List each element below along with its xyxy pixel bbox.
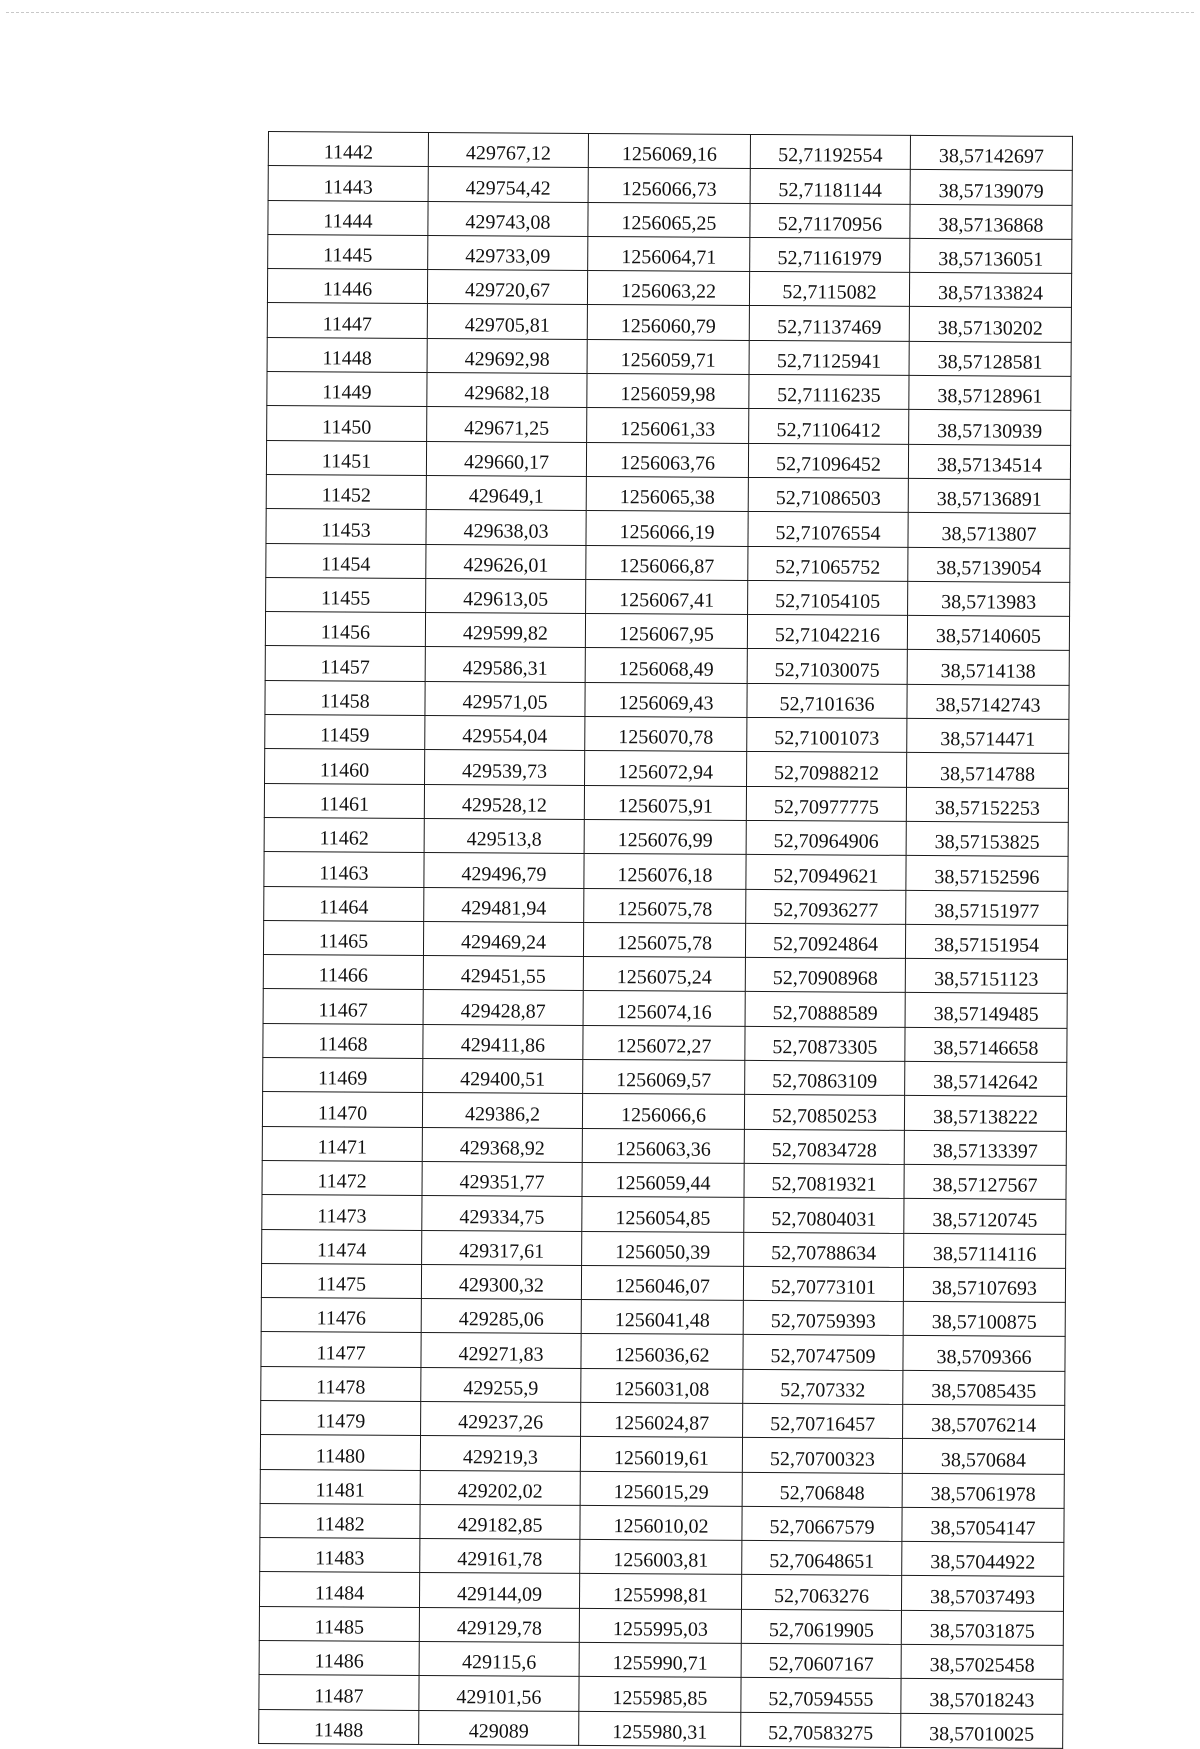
x-coordinate-cell: 429733,09 xyxy=(428,235,588,270)
table-row xyxy=(267,303,1071,342)
point-number-cell: 11448 xyxy=(267,337,427,372)
latitude-cell: 52,70747509 xyxy=(743,1335,903,1370)
point-number-cell: 11476 xyxy=(261,1298,421,1333)
point-number-cell: 11488 xyxy=(259,1709,419,1744)
coordinates-table xyxy=(258,131,1073,1749)
table-row xyxy=(266,509,1070,548)
x-coordinate-cell: 429660,17 xyxy=(426,441,586,476)
longitude-cell: 38,57134514 xyxy=(908,444,1070,479)
point-number-cell: 11447 xyxy=(267,303,427,338)
table-row xyxy=(263,989,1067,1028)
x-coordinate-cell: 429767,12 xyxy=(428,132,588,167)
x-coordinate-cell: 429481,94 xyxy=(424,887,584,922)
point-number-cell: 11472 xyxy=(262,1160,422,1195)
latitude-cell: 52,70949621 xyxy=(746,855,906,890)
x-coordinate-cell: 429586,31 xyxy=(425,647,585,682)
latitude-cell: 52,70834728 xyxy=(744,1129,904,1164)
y-coordinate-cell: 1256046,07 xyxy=(581,1265,743,1300)
table-row xyxy=(260,1503,1064,1542)
latitude-cell: 52,71161979 xyxy=(750,237,910,272)
latitude-cell: 52,70863109 xyxy=(745,1060,905,1095)
y-coordinate-cell: 1256066,73 xyxy=(588,168,750,203)
y-coordinate-cell: 1256024,87 xyxy=(581,1402,743,1437)
longitude-cell: 38,57140605 xyxy=(907,616,1069,651)
y-coordinate-cell: 1256060,79 xyxy=(587,305,749,340)
y-coordinate-cell: 1256036,62 xyxy=(581,1334,743,1369)
point-number-cell: 11466 xyxy=(263,955,423,990)
table-row xyxy=(259,1572,1063,1611)
longitude-cell: 38,5709366 xyxy=(903,1336,1065,1371)
longitude-cell: 38,57136868 xyxy=(910,204,1072,239)
x-coordinate-cell: 429599,82 xyxy=(425,613,585,648)
latitude-cell: 52,70583275 xyxy=(741,1712,901,1747)
longitude-cell: 38,57151977 xyxy=(906,890,1068,925)
table-row xyxy=(265,749,1069,788)
longitude-cell: 38,57130202 xyxy=(909,307,1071,342)
y-coordinate-cell: 1256075,24 xyxy=(583,957,745,992)
x-coordinate-cell: 429626,01 xyxy=(426,544,586,579)
longitude-cell: 38,57114116 xyxy=(904,1233,1066,1268)
longitude-cell: 38,57128961 xyxy=(909,375,1071,410)
longitude-cell: 38,57152596 xyxy=(906,856,1068,891)
latitude-cell: 52,7101636 xyxy=(747,683,907,718)
y-coordinate-cell: 1256050,39 xyxy=(582,1231,744,1266)
x-coordinate-cell: 429496,79 xyxy=(424,853,584,888)
table-row xyxy=(263,955,1067,994)
x-coordinate-cell: 429115,6 xyxy=(419,1642,579,1677)
x-coordinate-cell: 429334,75 xyxy=(422,1196,582,1231)
longitude-cell: 38,57120745 xyxy=(904,1199,1066,1234)
x-coordinate-cell: 429368,92 xyxy=(422,1127,582,1162)
table-row xyxy=(267,337,1071,376)
point-number-cell: 11477 xyxy=(261,1332,421,1367)
x-coordinate-cell: 429411,86 xyxy=(423,1024,583,1059)
longitude-cell: 38,57100875 xyxy=(903,1301,1065,1336)
table-row xyxy=(265,680,1069,719)
point-number-cell: 11470 xyxy=(262,1092,422,1127)
y-coordinate-cell: 1256075,78 xyxy=(583,922,745,957)
longitude-cell: 38,57136891 xyxy=(908,478,1070,513)
longitude-cell: 38,5713983 xyxy=(908,581,1070,616)
latitude-cell: 52,71030075 xyxy=(747,649,907,684)
longitude-cell: 38,57142642 xyxy=(905,1061,1067,1096)
x-coordinate-cell: 429513,8 xyxy=(424,818,584,853)
table-row xyxy=(264,817,1068,856)
point-number-cell: 11451 xyxy=(266,440,426,475)
latitude-cell: 52,71116235 xyxy=(749,375,909,410)
x-coordinate-cell: 429671,25 xyxy=(427,407,587,442)
longitude-cell: 38,5714788 xyxy=(907,753,1069,788)
x-coordinate-cell: 429428,87 xyxy=(423,990,583,1025)
point-number-cell: 11478 xyxy=(261,1366,421,1401)
y-coordinate-cell: 1256067,41 xyxy=(586,579,748,614)
longitude-cell: 38,57146658 xyxy=(905,1027,1067,1062)
point-number-cell: 11487 xyxy=(259,1675,419,1710)
table-row xyxy=(265,646,1069,685)
point-number-cell: 11471 xyxy=(262,1126,422,1161)
latitude-cell: 52,70977775 xyxy=(746,786,906,821)
x-coordinate-cell: 429271,83 xyxy=(421,1333,581,1368)
latitude-cell: 52,71106412 xyxy=(749,409,909,444)
table-row xyxy=(266,577,1070,616)
latitude-cell: 52,70888589 xyxy=(745,992,905,1027)
latitude-cell: 52,71065752 xyxy=(748,546,908,581)
point-number-cell: 11468 xyxy=(263,1023,423,1058)
longitude-cell: 38,57061978 xyxy=(902,1473,1064,1508)
scan-top-edge xyxy=(6,12,1194,13)
point-number-cell: 11461 xyxy=(264,783,424,818)
longitude-cell: 38,57151123 xyxy=(905,959,1067,994)
point-number-cell: 11444 xyxy=(268,200,428,235)
latitude-cell: 52,707332 xyxy=(743,1369,903,1404)
longitude-cell: 38,57127567 xyxy=(904,1164,1066,1199)
y-coordinate-cell: 1256068,49 xyxy=(585,648,747,683)
longitude-cell: 38,570684 xyxy=(902,1439,1064,1474)
point-number-cell: 11474 xyxy=(262,1229,422,1264)
table-row xyxy=(266,440,1070,479)
longitude-cell: 38,57136051 xyxy=(910,238,1072,273)
latitude-cell: 52,7063276 xyxy=(741,1575,901,1610)
longitude-cell: 38,57153825 xyxy=(906,821,1068,856)
x-coordinate-cell: 429202,02 xyxy=(420,1470,580,1505)
x-coordinate-cell: 429649,1 xyxy=(426,475,586,510)
longitude-cell: 38,57085435 xyxy=(903,1370,1065,1405)
point-number-cell: 11480 xyxy=(260,1435,420,1470)
latitude-cell: 52,71086503 xyxy=(748,477,908,512)
y-coordinate-cell: 1256059,98 xyxy=(587,374,749,409)
longitude-cell: 38,5713807 xyxy=(908,513,1070,548)
point-number-cell: 11445 xyxy=(268,234,428,269)
table-row xyxy=(265,715,1069,754)
table-row xyxy=(262,1229,1066,1268)
x-coordinate-cell: 429182,85 xyxy=(420,1504,580,1539)
x-coordinate-cell: 429638,03 xyxy=(426,510,586,545)
table-row xyxy=(259,1606,1063,1645)
x-coordinate-cell: 429317,61 xyxy=(422,1230,582,1265)
latitude-cell: 52,706848 xyxy=(742,1472,902,1507)
y-coordinate-cell: 1256076,18 xyxy=(584,854,746,889)
point-number-cell: 11456 xyxy=(265,612,425,647)
table-row xyxy=(261,1366,1065,1405)
latitude-cell: 52,70788634 xyxy=(744,1232,904,1267)
y-coordinate-cell: 1256072,94 xyxy=(585,751,747,786)
table-row xyxy=(267,372,1071,411)
y-coordinate-cell: 1256015,29 xyxy=(580,1471,742,1506)
point-number-cell: 11457 xyxy=(265,646,425,681)
latitude-cell: 52,70908968 xyxy=(745,958,905,993)
x-coordinate-cell: 429400,51 xyxy=(423,1058,583,1093)
point-number-cell: 11473 xyxy=(262,1195,422,1230)
longitude-cell: 38,57142743 xyxy=(907,684,1069,719)
latitude-cell: 52,70804031 xyxy=(744,1198,904,1233)
table-row xyxy=(260,1469,1064,1508)
point-number-cell: 11460 xyxy=(265,749,425,784)
x-coordinate-cell: 429720,67 xyxy=(427,270,587,305)
table-row xyxy=(267,269,1071,308)
latitude-cell: 52,70964906 xyxy=(746,820,906,855)
x-coordinate-cell: 429237,26 xyxy=(421,1401,581,1436)
latitude-cell: 52,7115082 xyxy=(749,272,909,307)
point-number-cell: 11443 xyxy=(268,166,428,201)
point-number-cell: 11481 xyxy=(260,1469,420,1504)
longitude-cell: 38,57025458 xyxy=(901,1644,1063,1679)
latitude-cell: 52,71170956 xyxy=(750,203,910,238)
y-coordinate-cell: 1256059,44 xyxy=(582,1162,744,1197)
y-coordinate-cell: 1256063,76 xyxy=(586,442,748,477)
latitude-cell: 52,71125941 xyxy=(749,340,909,375)
x-coordinate-cell: 429089 xyxy=(419,1710,579,1745)
y-coordinate-cell: 1256019,61 xyxy=(580,1437,742,1472)
y-coordinate-cell: 1256066,19 xyxy=(586,511,748,546)
y-coordinate-cell: 1256076,99 xyxy=(584,819,746,854)
y-coordinate-cell: 1256067,95 xyxy=(585,614,747,649)
longitude-cell: 38,57139079 xyxy=(910,170,1072,205)
x-coordinate-cell: 429539,73 xyxy=(425,750,585,785)
latitude-cell: 52,71054105 xyxy=(748,580,908,615)
table-row xyxy=(259,1709,1063,1748)
latitude-cell: 52,70819321 xyxy=(744,1163,904,1198)
latitude-cell: 52,71137469 xyxy=(749,306,909,341)
x-coordinate-cell: 429554,04 xyxy=(425,716,585,751)
table-row xyxy=(264,886,1068,925)
table-row xyxy=(264,783,1068,822)
table-row xyxy=(261,1332,1065,1371)
point-number-cell: 11453 xyxy=(266,509,426,544)
longitude-cell: 38,57130939 xyxy=(909,410,1071,445)
x-coordinate-cell: 429351,77 xyxy=(422,1161,582,1196)
x-coordinate-cell: 429705,81 xyxy=(427,304,587,339)
table-row xyxy=(262,1092,1066,1131)
longitude-cell: 38,57133824 xyxy=(909,273,1071,308)
longitude-cell: 38,57142697 xyxy=(910,135,1072,170)
point-number-cell: 11464 xyxy=(264,886,424,921)
table-row xyxy=(268,166,1072,205)
table-row xyxy=(262,1126,1066,1165)
longitude-cell: 38,57133397 xyxy=(904,1130,1066,1165)
point-number-cell: 11482 xyxy=(260,1503,420,1538)
point-number-cell: 11459 xyxy=(265,715,425,750)
latitude-cell: 52,71096452 xyxy=(748,443,908,478)
latitude-cell: 52,71076554 xyxy=(748,512,908,547)
point-number-cell: 11446 xyxy=(267,269,427,304)
y-coordinate-cell: 1256066,87 xyxy=(586,545,748,580)
longitude-cell: 38,57107693 xyxy=(903,1267,1065,1302)
point-number-cell: 11454 xyxy=(266,543,426,578)
y-coordinate-cell: 1256070,78 xyxy=(585,716,747,751)
longitude-cell: 38,57138222 xyxy=(904,1096,1066,1131)
latitude-cell: 52,70607167 xyxy=(741,1643,901,1678)
longitude-cell: 38,57152253 xyxy=(906,787,1068,822)
point-number-cell: 11467 xyxy=(263,989,423,1024)
table-row xyxy=(263,1058,1067,1097)
y-coordinate-cell: 1256059,71 xyxy=(587,339,749,374)
y-coordinate-cell: 1256075,78 xyxy=(584,888,746,923)
point-number-cell: 11452 xyxy=(266,474,426,509)
latitude-cell: 52,70850253 xyxy=(744,1095,904,1130)
latitude-cell: 52,71001073 xyxy=(747,717,907,752)
latitude-cell: 52,71192554 xyxy=(750,134,910,169)
table-row xyxy=(263,1023,1067,1062)
x-coordinate-cell: 429571,05 xyxy=(425,681,585,716)
y-coordinate-cell: 1255985,85 xyxy=(579,1677,741,1712)
y-coordinate-cell: 1256075,91 xyxy=(584,785,746,820)
longitude-cell: 38,57149485 xyxy=(905,993,1067,1028)
latitude-cell: 52,70648651 xyxy=(742,1541,902,1576)
y-coordinate-cell: 1256063,22 xyxy=(587,271,749,306)
table-row xyxy=(267,406,1071,445)
y-coordinate-cell: 1256010,02 xyxy=(580,1505,742,1540)
y-coordinate-cell: 1256063,36 xyxy=(582,1128,744,1163)
longitude-cell: 38,5714471 xyxy=(907,718,1069,753)
y-coordinate-cell: 1256065,38 xyxy=(586,476,748,511)
y-coordinate-cell: 1255980,31 xyxy=(579,1711,741,1746)
table-row xyxy=(262,1195,1066,1234)
latitude-cell: 52,70873305 xyxy=(745,1026,905,1061)
x-coordinate-cell: 429743,08 xyxy=(428,201,588,236)
y-coordinate-cell: 1255995,03 xyxy=(579,1608,741,1643)
point-number-cell: 11462 xyxy=(264,817,424,852)
latitude-cell: 52,70667579 xyxy=(742,1506,902,1541)
table-row xyxy=(268,234,1072,273)
longitude-cell: 38,57054147 xyxy=(902,1507,1064,1542)
x-coordinate-cell: 429129,78 xyxy=(419,1607,579,1642)
longitude-cell: 38,57037493 xyxy=(901,1576,1063,1611)
table-row xyxy=(268,132,1072,171)
latitude-cell: 52,70773101 xyxy=(743,1266,903,1301)
x-coordinate-cell: 429219,3 xyxy=(420,1436,580,1471)
y-coordinate-cell: 1256054,85 xyxy=(582,1197,744,1232)
y-coordinate-cell: 1256041,48 xyxy=(581,1300,743,1335)
point-number-cell: 11455 xyxy=(266,577,426,612)
point-number-cell: 11449 xyxy=(267,372,427,407)
x-coordinate-cell: 429613,05 xyxy=(426,578,586,613)
x-coordinate-cell: 429300,32 xyxy=(421,1264,581,1299)
longitude-cell: 38,5714138 xyxy=(907,650,1069,685)
x-coordinate-cell: 429528,12 xyxy=(424,784,584,819)
table-row xyxy=(259,1675,1063,1714)
point-number-cell: 11475 xyxy=(261,1263,421,1298)
table-row xyxy=(266,474,1070,513)
latitude-cell: 52,70759393 xyxy=(743,1301,903,1336)
latitude-cell: 52,70924864 xyxy=(745,923,905,958)
table-row xyxy=(268,200,1072,239)
table-row xyxy=(265,612,1069,651)
latitude-cell: 52,71181144 xyxy=(750,169,910,204)
latitude-cell: 52,70936277 xyxy=(746,889,906,924)
table-row xyxy=(263,920,1067,959)
coordinates-table-body xyxy=(259,132,1073,1749)
y-coordinate-cell: 1256069,57 xyxy=(583,1059,745,1094)
point-number-cell: 11458 xyxy=(265,680,425,715)
x-coordinate-cell: 429451,55 xyxy=(423,956,583,991)
latitude-cell: 52,70716457 xyxy=(743,1403,903,1438)
y-coordinate-cell: 1255990,71 xyxy=(579,1642,741,1677)
point-number-cell: 11465 xyxy=(263,920,423,955)
latitude-cell: 52,70988212 xyxy=(747,752,907,787)
table-row xyxy=(262,1160,1066,1199)
point-number-cell: 11450 xyxy=(267,406,427,441)
longitude-cell: 38,57151954 xyxy=(905,924,1067,959)
point-number-cell: 11469 xyxy=(263,1058,423,1093)
y-coordinate-cell: 1256074,16 xyxy=(583,991,745,1026)
point-number-cell: 11485 xyxy=(259,1606,419,1641)
x-coordinate-cell: 429285,06 xyxy=(421,1299,581,1334)
y-coordinate-cell: 1256003,81 xyxy=(580,1540,742,1575)
y-coordinate-cell: 1256066,6 xyxy=(582,1094,744,1129)
point-number-cell: 11479 xyxy=(261,1400,421,1435)
longitude-cell: 38,57076214 xyxy=(903,1404,1065,1439)
y-coordinate-cell: 1256069,16 xyxy=(588,133,750,168)
y-coordinate-cell: 1256031,08 xyxy=(581,1368,743,1403)
y-coordinate-cell: 1256064,71 xyxy=(588,236,750,271)
x-coordinate-cell: 429682,18 xyxy=(427,373,587,408)
y-coordinate-cell: 1256069,43 xyxy=(585,682,747,717)
longitude-cell: 38,57031875 xyxy=(901,1610,1063,1645)
x-coordinate-cell: 429161,78 xyxy=(420,1539,580,1574)
table-row xyxy=(261,1400,1065,1439)
table-row xyxy=(264,852,1068,891)
longitude-cell: 38,57128581 xyxy=(909,341,1071,376)
point-number-cell: 11442 xyxy=(268,132,428,167)
latitude-cell: 52,70594555 xyxy=(741,1678,901,1713)
latitude-cell: 52,71042216 xyxy=(747,615,907,650)
point-number-cell: 11483 xyxy=(260,1538,420,1573)
longitude-cell: 38,57044922 xyxy=(902,1542,1064,1577)
y-coordinate-cell: 1256061,33 xyxy=(587,408,749,443)
latitude-cell: 52,70619905 xyxy=(741,1609,901,1644)
point-number-cell: 11486 xyxy=(259,1641,419,1676)
x-coordinate-cell: 429692,98 xyxy=(427,338,587,373)
table-row xyxy=(260,1435,1064,1474)
latitude-cell: 52,70700323 xyxy=(742,1438,902,1473)
x-coordinate-cell: 429101,56 xyxy=(419,1676,579,1711)
y-coordinate-cell: 1256065,25 xyxy=(588,202,750,237)
x-coordinate-cell: 429386,2 xyxy=(422,1093,582,1128)
point-number-cell: 11463 xyxy=(264,852,424,887)
longitude-cell: 38,57018243 xyxy=(901,1679,1063,1714)
point-number-cell: 11484 xyxy=(259,1572,419,1607)
table-row xyxy=(261,1263,1065,1302)
x-coordinate-cell: 429144,09 xyxy=(419,1573,579,1608)
table-row xyxy=(261,1298,1065,1337)
y-coordinate-cell: 1256072,27 xyxy=(583,1025,745,1060)
table-row xyxy=(260,1538,1064,1577)
x-coordinate-cell: 429255,9 xyxy=(421,1367,581,1402)
y-coordinate-cell: 1255998,81 xyxy=(579,1574,741,1609)
x-coordinate-cell: 429754,42 xyxy=(428,167,588,202)
x-coordinate-cell: 429469,24 xyxy=(423,921,583,956)
longitude-cell: 38,57139054 xyxy=(908,547,1070,582)
table-row xyxy=(266,543,1070,582)
table-row xyxy=(259,1641,1063,1680)
longitude-cell: 38,57010025 xyxy=(901,1713,1063,1748)
